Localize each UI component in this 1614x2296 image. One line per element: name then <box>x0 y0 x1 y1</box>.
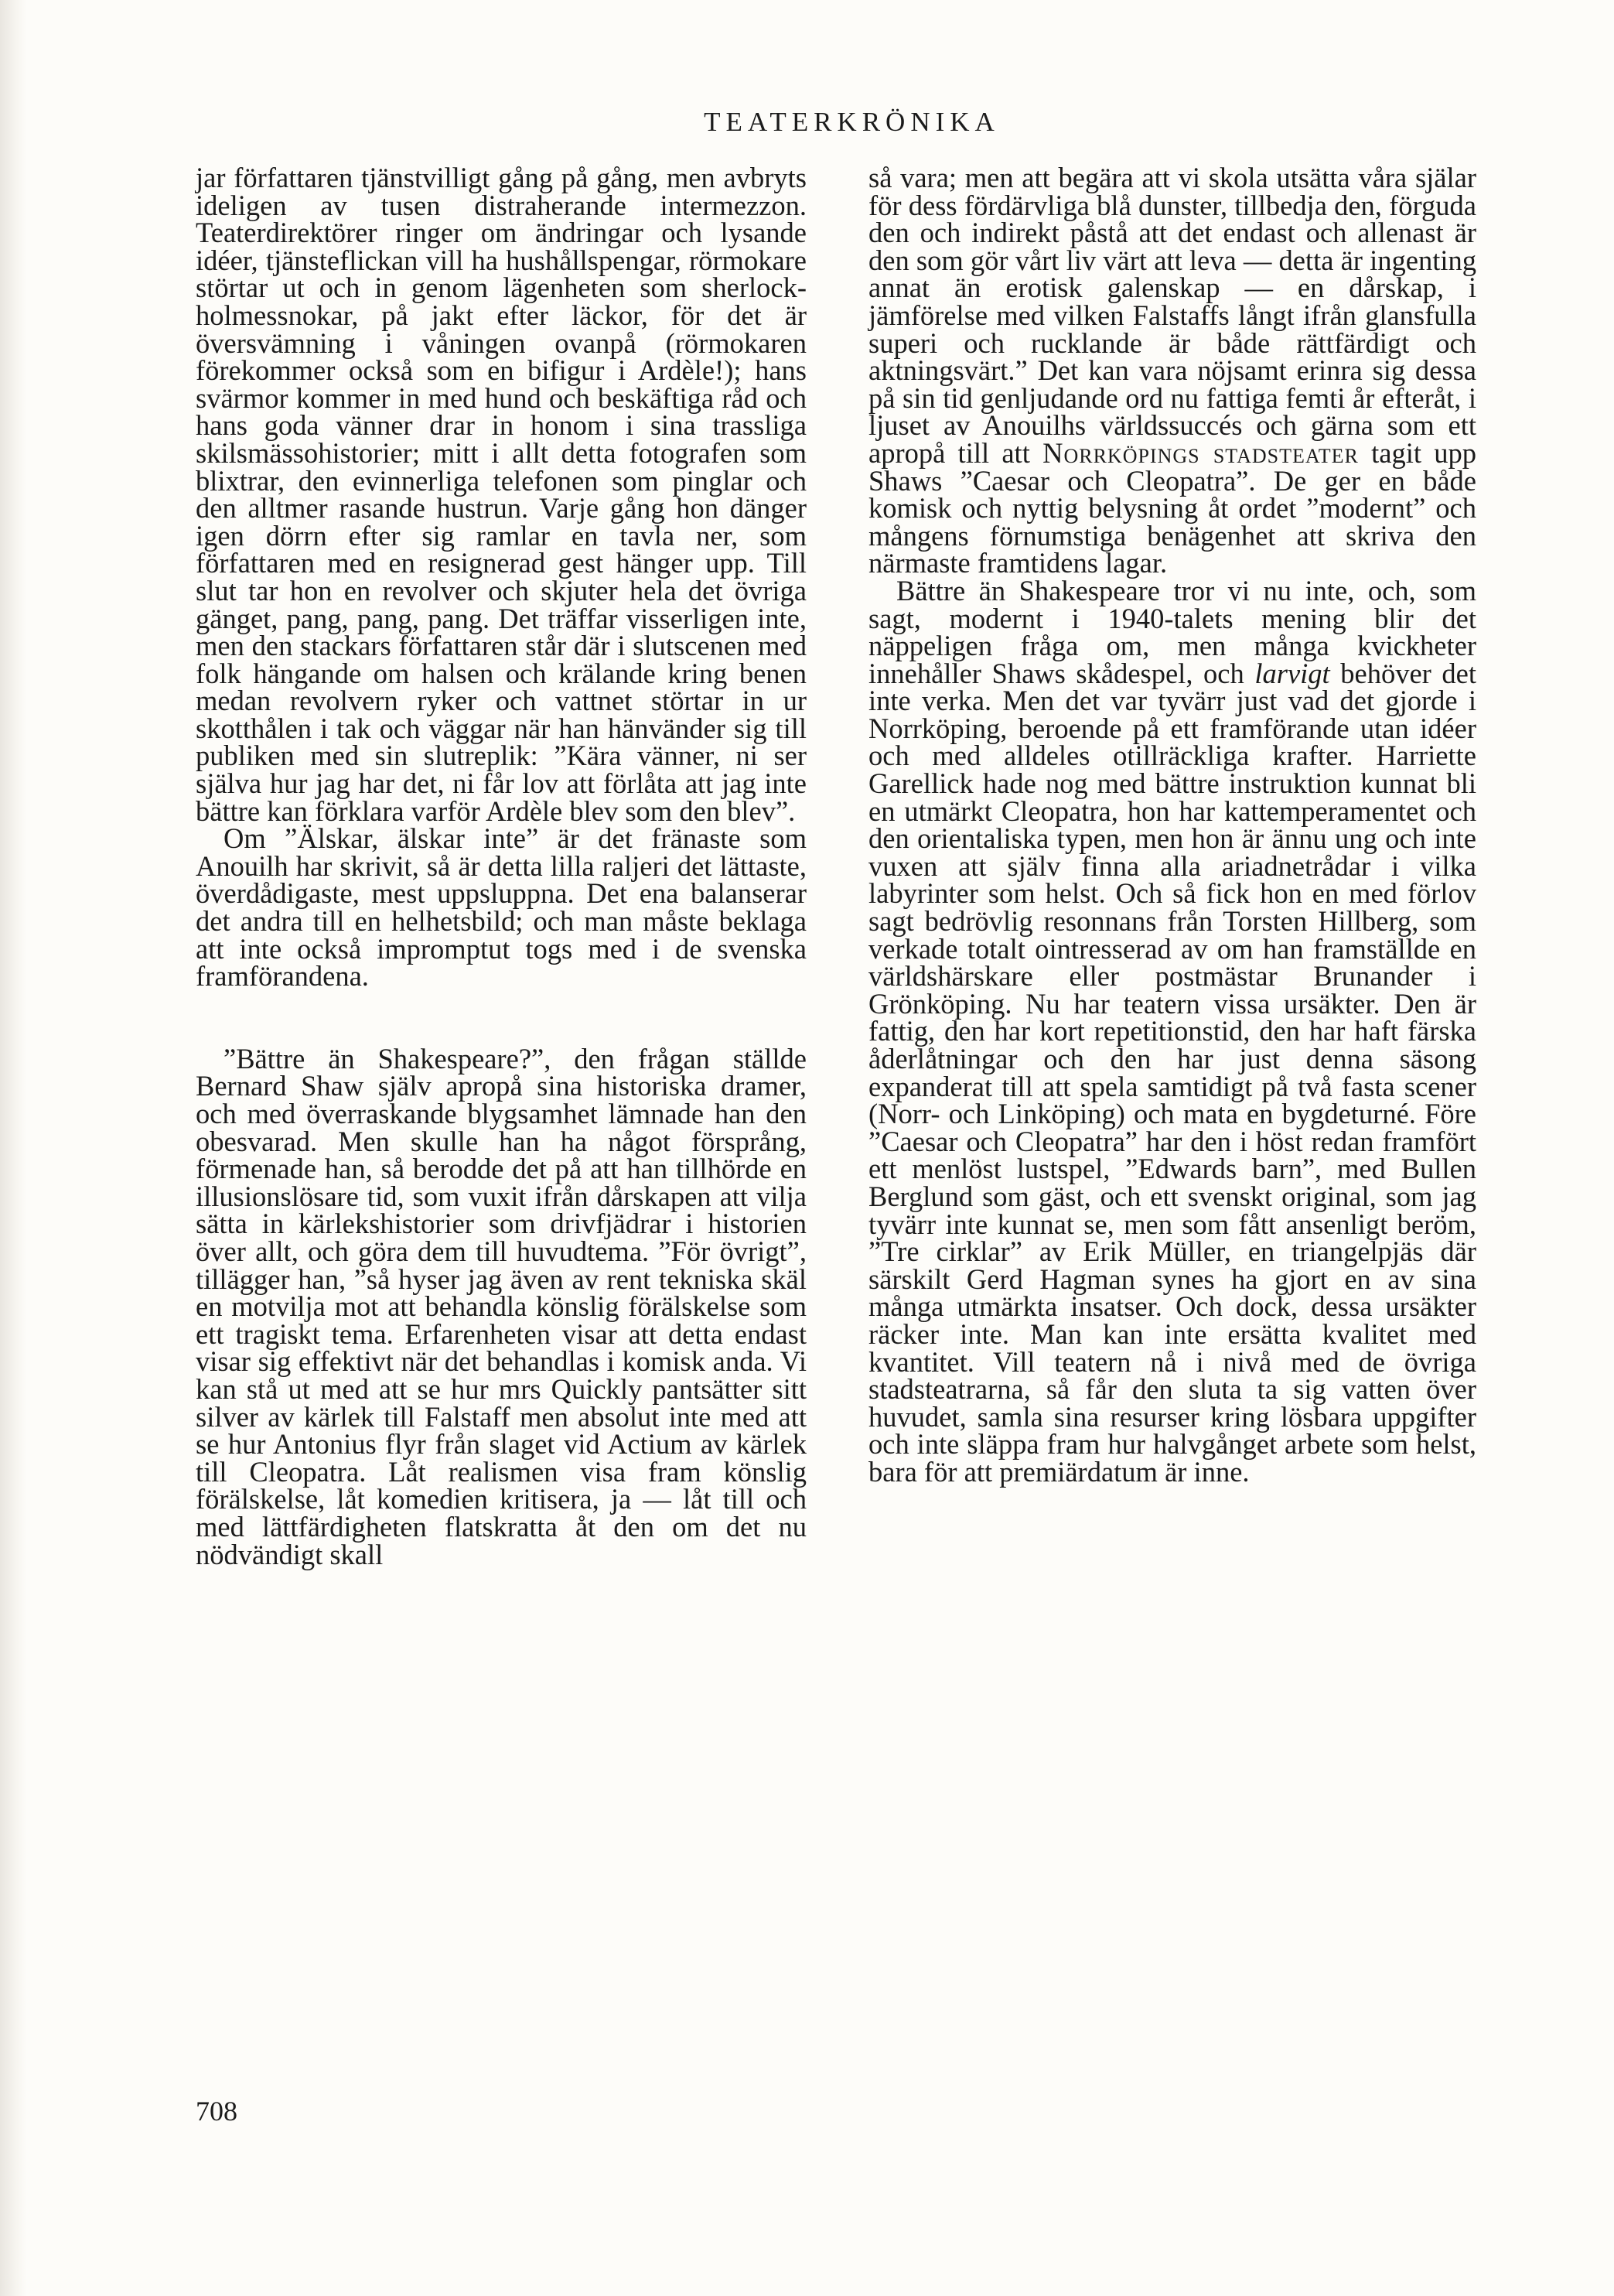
right-paragraph-1-text: så vara; men att begära att vi skola utsätta våra själar för dess fördärvliga blå dunster, tillbedja den, förguda den och indirekt påstå att det endast och allenast är den som gör vårt liv värt att leva — detta är ingenting annat än erotisk galenskap — en dårskap, i jämförelse med vilken Falstaffs långt ifrån glansfulla superi och rucklande är både rättfärdigt och aktningsvärt.” Det kan vara nöjsamt erinra sig dessa på sin tid genljudande ord nu fattiga femti år efteråt, i ljuset av Anouilhs världssuccés och gärna som ett apropå till att <box>868 162 1476 469</box>
right-paragraph-2 <box>868 574 1477 1488</box>
right-paragraph-1 <box>868 164 1476 577</box>
running-head: TEATERKRÖNIKA <box>704 107 1000 137</box>
right-paragraph-2-text: Bättre än Shakespeare tror vi nu inte, och, som sagt, modernt i 1940-talets mening blir det näppeligen fråga om, men många kvickheter innehåller Shaws skådespel, och <box>868 574 1476 689</box>
page-number: 708 <box>196 2096 237 2127</box>
right-paragraph-2-tail: behöver det inte verka. Men det var tyvärr just vad det gjorde i Norrköping, beroende på ett framförande utan idéer och med alldeles otillräckliga krafter. Harriette Garellick hade nog med bättre instruktion kunnat bli en utmärkt Cleopatra, hon har kattemperamentet och den orientaliska typen, men hon är ännu ung och inte vuxen att själv finna alla ariadnetrådar i vilka labyrinter som helst. Och så fick hon en med förlov sagt bedrövlig resonnans från Torsten Hillberg, som verkade totalt ointresserad av om han framställde en världshärskare eller postmästar Brunander i Grönköping. Nu har teatern vissa ursäkter. Den är fattig, den har kort repetitionstid, den har haft färska åderlåtningar och den har just denna säsong expanderat till att spela samtidigt på två fasta scener (Norr- och Linköping) och mata en bygdeturné. Före ”Caesar och Cleopatra” har den i höst redan framfört ett menlöst lustspel, ”Edwards barn”, med Bullen Berglund som gäst, och ett svenskt original, som jag tyvärr inte kunnat se, men som fått ansenligt beröm, ”Tre cirklar” av Erik Müller, en triangelpjäs där särskilt Gerd Hagman synes ha gjort en av sina många utmärkta insatser. Och dock, dessa ursäkter räcker inte. Man kan inte ersätta kvalitet med kvantitet. Vill teatern nå i nivå med de övriga stadsteatrarna, så får den sluta ta sig vatten över huvudet, samla sina resurser kring lösbara uppgifter och inte släppa fram hur halvgånget arbete som helst, bara för att premiärdatum är inne. <box>868 657 1477 1488</box>
italic-word: larvigt <box>1254 657 1330 689</box>
left-paragraph-1: jar författaren tjänstvilligt gång på gång, men avbryts ideligen av tusen distraherande intermezzon. Teaterdirektörer ringer om ändringar och lysande idéer, tjänsteflickan vill ha hushållspengar, rörmokare störtar ut och in genom lägenheten som sherlock-holmessnokar, på jakt efter läckor, för det är översvämning i våningen ovanpå (rörmokaren förekommer också som en bifigur i Ardèle!); hans svärmor kommer in med hund och beskäftiga råd och hans goda vänner drar in honom i sina trassliga skilsmässohistorier; mitt i allt detta fotografen som blixtrar, den evinnerliga telefonen som pinglar och den alltmer rasande hustrun. Varje gång hon dänger igen dörrn efter sig ramlar en tavla ner, som författaren med en resignerad gest hänger upp. Till slut tar hon en revolver och skjuter hela det övriga gänget, pang, pang, pang. Det träffar visserligen inte, men den stackars författaren står där i slutscenen med folk hängande om halsen och krälande kring benen medan revolvern ryker och vattnet störtar in ur skotthålen i tak och väggar när han hänvänder sig till publiken med sin slutreplik: ”Kära vänner, ni ser själva hur jag har det, ni får lov att förlåta att jag inte bättre kan förklara varför Ardèle blev som den blev”. <box>196 162 807 827</box>
left-paragraph-2: Om ”Älskar, älskar inte” är det fränaste som Anouilh har skrivit, så är detta lilla raljeri det lättaste, överdådigaste, mest uppsluppna. Det ena balanserar det andra till en helhetsbild; och man måste beklaga att inte också impromptut togs med i de svenska framförandena. <box>196 822 807 993</box>
right-paragraph-1-tail: tagit upp Shaws ”Caesar och Cleopatra”. De ger en både komisk och nyttig belysning åt ordet ”modernt” och mångens förnumstiga benägenhet att skriva den närmaste framtidens lagar. <box>868 436 1477 579</box>
left-paragraph-3: ”Bättre än Shakespeare?”, den frågan ställde Bernard Shaw själv apropå sina historiska dramer, och med överraskande blygsamhet lämnade han den obesvarad. Men skulle han ha något försprång, förmenade han, så berodde det på att han tillhörde en illusionslösare tid, som vuxit ifrån dårskapen att vilja sätta in kärlekshistorier som drivfjädrar i historien över allt, och göra dem till huvudtema. ”För övrigt”, tillägger han, ”så hyser jag även av rent tekniska skäl en motvilja mot att behandla könslig förälskelse som ett tragiskt tema. Erfarenheten visar att detta endast visar sig effektivt när det behandlas i komisk anda. Vi kan stå ut med att se hur mrs Quickly pantsätter sitt silver av kärlek till Falstaff men absolut inte med att se hur Antonius flyr från slaget vid Actium av kärlek till Cleopatra. Låt realismen visa fram könslig förälskelse, låt komedien kritisera, ja — låt till och med lättfärdigheten flatskratta åt den om det nu nödvändigt skall <box>196 1042 807 1570</box>
left-column <box>196 164 807 1568</box>
binding-shadow <box>0 0 26 2296</box>
right-column <box>868 164 1476 1486</box>
theatre-name-smallcaps: Norrköpings stadsteater <box>1042 436 1359 469</box>
